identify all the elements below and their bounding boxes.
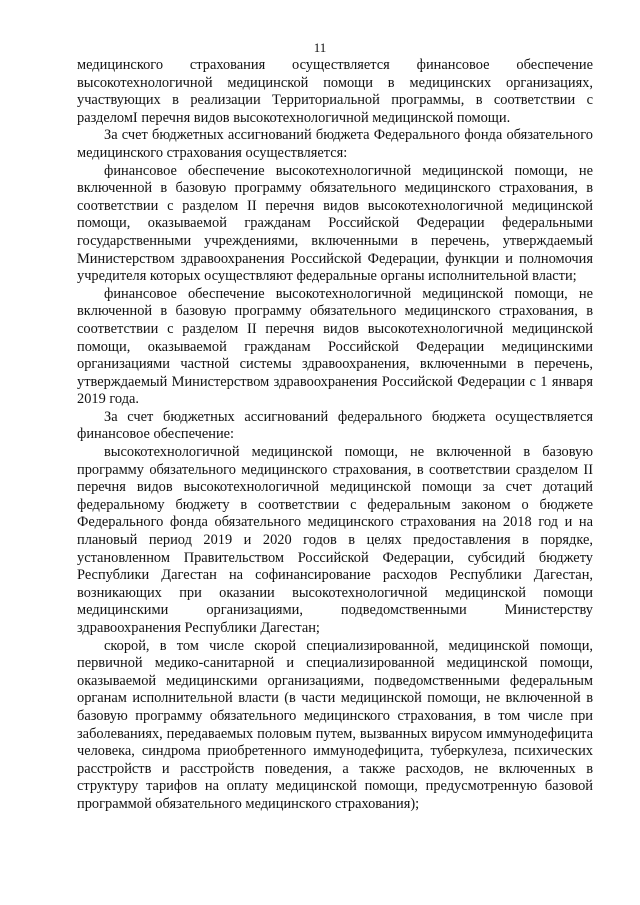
paragraph-federal-budget-intro: За счет бюджетных ассигнований федерального бюджета осуществляется финансовое обеспечение: <box>77 408 593 443</box>
paragraph-ffoms-federal-institutions: финансовое обеспечение высокотехнологичной медицинской помощи, не включенной в базовую программу обязательного медицинского страхования, в соответствии с разделом II перечня видов высокотехнологичной медицинской помощи, оказываемой гражданам Российской Федерации федеральными государственными учреждениями, включенными в перечень, утверждаемый Министерством здравоохранения Российской Федерации, функции и полномочия учредителя которых осуществляют федеральные органы исполнительной власти; <box>77 162 593 285</box>
paragraph-federal-budget-emergency: скорой, в том числе скорой специализированной, медицинской помощи, первичной медико-санитарной и специализированной медицинской помощи, оказываемой медицинскими организациями, подведомственными федеральным органам исполнительной власти (в части медицинской помощи, не включенной в базовую программу обязательного медицинского страхования, в том числе при заболеваниях, передаваемых половым путем, вызванных вирусом иммунодефицита человека, синдрома приобретенного иммунодефицита, туберкулеза, психических расстройств и расстройств поведения, а также расходов, не включенных в структуру тарифов на оплату медицинской помощи, предусмотренную базовой программой обязательного медицинского страхования); <box>77 637 593 812</box>
paragraph-continuation: медицинского страхования осуществляется финансовое обеспечение высокотехнологичной медицинской помощи в медицинских организациях, участвующих в реализации Территориальной программы, в соответствии с разделомI перечня видов высокотехнологичной медицинской помощи. <box>77 57 593 126</box>
paragraph-federal-budget-hitech: высокотехнологичной медицинской помощи, не включенной в базовую программу обязательного медицинского страхования, в соответствии сразделом II перечня видов высокотехнологичной медицинской помощи за счет дотаций федеральному бюджету в соответствии с федеральным законом о бюджете Федерального фонда обязательного медицинского страхования на 2018 год и на плановый период 2019 и 2020 годов в целях предоставления в порядке, установленном Правительством Российской Федерации, субсидий бюджету Республики Дагестан на софинансирование расходов Республики Дагестан, возникающих при оказании высокотехнологичной медицинской помощи медицинскими организациями, подведомственными Министерству здравоохранения Республики Дагестан; <box>77 444 593 636</box>
document-body <box>77 57 593 814</box>
paragraph-ffoms-private-organizations: финансовое обеспечение высокотехнологичной медицинской помощи, не включенной в базовую программу обязательного медицинского страхования, в соответствии с разделом II перечня видов высокотехнологичной медицинской помощи, оказываемой гражданам Российской Федерации медицинскими организациями частной системы здравоохранения, включенными в перечень, утверждаемый Министерством здравоохранения Российской Федерации с 1 января 2019 года. <box>77 285 593 408</box>
paragraph-ffoms-intro: За счет бюджетных ассигнований бюджета Федерального фонда обязательного медицинского страхования осуществляется: <box>77 127 593 161</box>
page-number: 11 <box>313 40 327 55</box>
